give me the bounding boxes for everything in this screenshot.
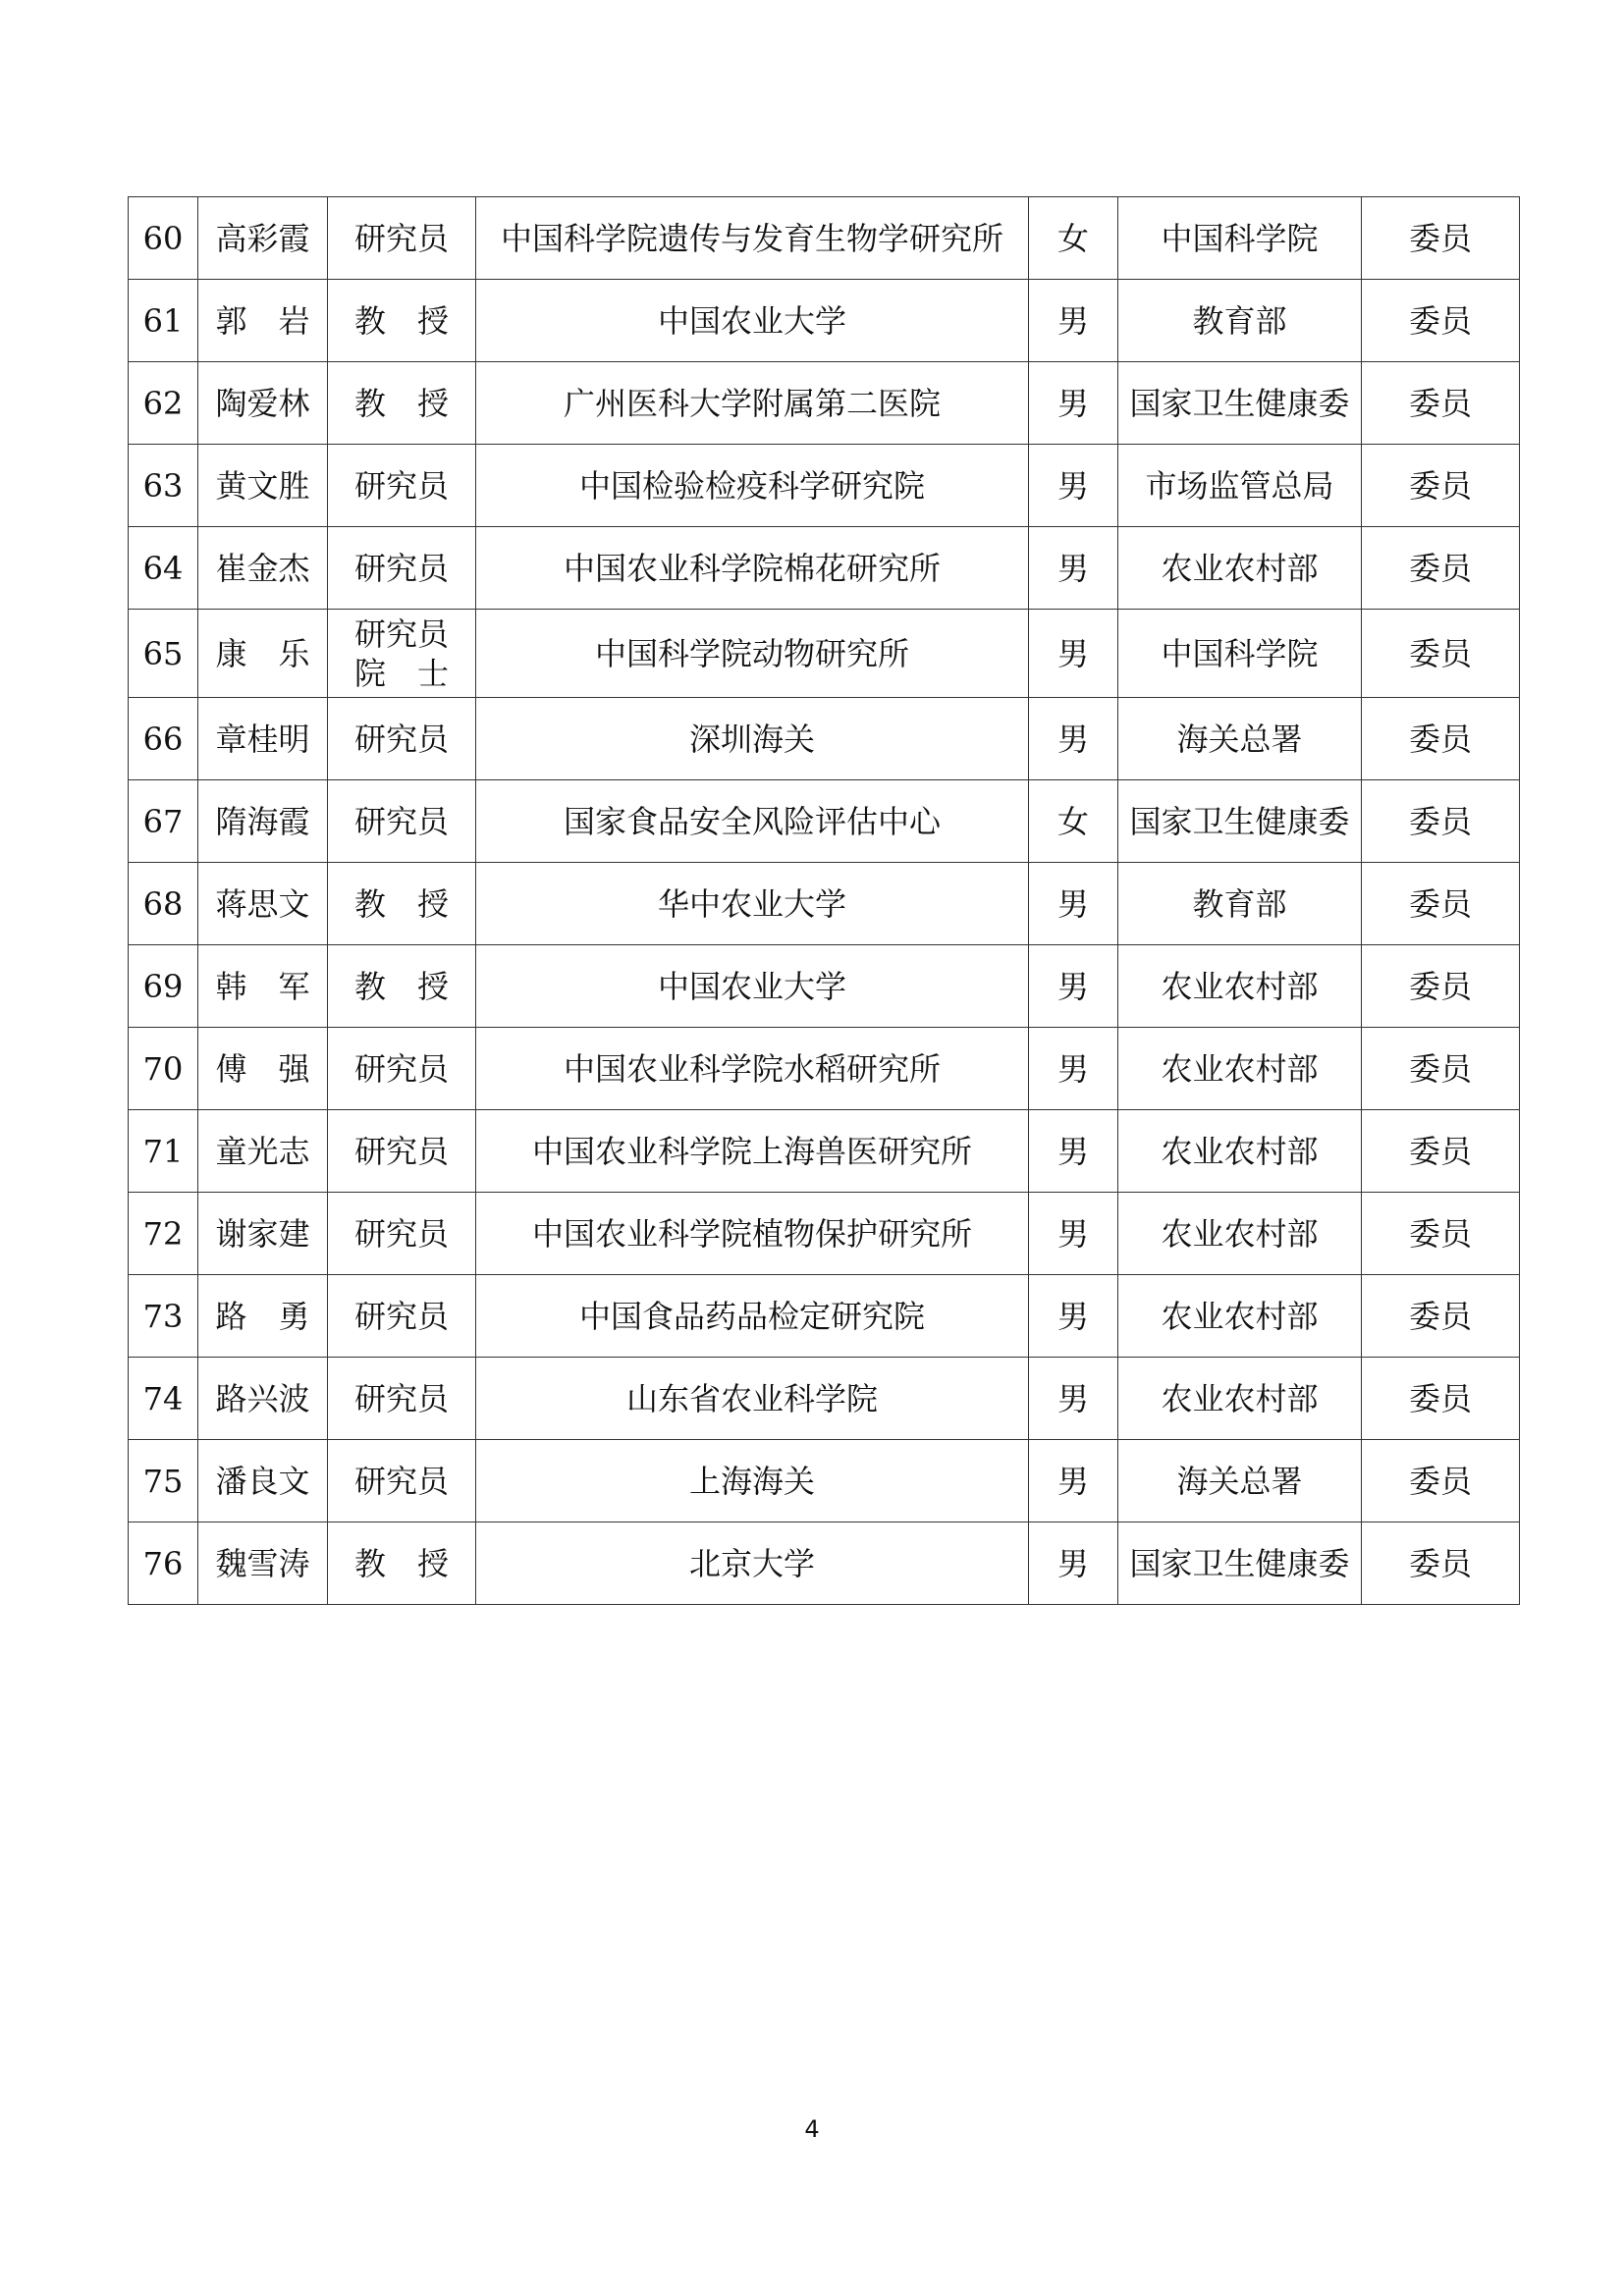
member-name: 谢家建 bbox=[198, 1193, 328, 1275]
row-number: 63 bbox=[129, 445, 198, 527]
member-role: 委员 bbox=[1362, 1522, 1520, 1605]
member-name: 路兴波 bbox=[198, 1358, 328, 1440]
member-title-line: 研究员 bbox=[353, 614, 449, 653]
member-unit: 中国农业大学 bbox=[476, 280, 1029, 362]
row-number: 66 bbox=[129, 698, 198, 780]
member-unit: 中国检验检疫科学研究院 bbox=[476, 445, 1029, 527]
table-row bbox=[129, 610, 1520, 698]
row-number: 73 bbox=[129, 1275, 198, 1358]
member-unit: 华中农业大学 bbox=[476, 863, 1029, 945]
member-unit: 中国科学院遗传与发育生物学研究所 bbox=[476, 197, 1029, 280]
member-title-line: 研究员 bbox=[353, 549, 449, 587]
member-title bbox=[328, 1358, 476, 1440]
table-row bbox=[129, 1193, 1520, 1275]
member-title bbox=[328, 1193, 476, 1275]
table-row bbox=[129, 280, 1520, 362]
table-row bbox=[129, 1440, 1520, 1522]
member-title-line: 教 授 bbox=[353, 967, 449, 1005]
member-unit: 深圳海关 bbox=[476, 698, 1029, 780]
member-title bbox=[328, 362, 476, 445]
member-role: 委员 bbox=[1362, 698, 1520, 780]
member-title-line: 教 授 bbox=[353, 384, 449, 422]
member-title-line: 研究员 bbox=[353, 1214, 449, 1253]
row-number: 67 bbox=[129, 780, 198, 863]
row-number: 72 bbox=[129, 1193, 198, 1275]
member-title bbox=[328, 445, 476, 527]
member-unit: 中国食品药品检定研究院 bbox=[476, 1275, 1029, 1358]
member-title bbox=[328, 1440, 476, 1522]
table-row bbox=[129, 780, 1520, 863]
member-title bbox=[328, 1522, 476, 1605]
member-department: 农业农村部 bbox=[1118, 1193, 1362, 1275]
member-gender: 男 bbox=[1029, 610, 1118, 698]
member-title bbox=[328, 780, 476, 863]
member-title-line: 教 授 bbox=[353, 884, 449, 923]
table-row bbox=[129, 197, 1520, 280]
member-role: 委员 bbox=[1362, 610, 1520, 698]
member-unit: 山东省农业科学院 bbox=[476, 1358, 1029, 1440]
member-gender: 男 bbox=[1029, 945, 1118, 1028]
member-gender: 男 bbox=[1029, 863, 1118, 945]
member-role: 委员 bbox=[1362, 945, 1520, 1028]
member-role: 委员 bbox=[1362, 527, 1520, 610]
row-number: 71 bbox=[129, 1110, 198, 1193]
table-row bbox=[129, 945, 1520, 1028]
member-gender: 男 bbox=[1029, 698, 1118, 780]
committee-member-table bbox=[128, 196, 1520, 1605]
member-unit: 上海海关 bbox=[476, 1440, 1029, 1522]
member-department: 国家卫生健康委 bbox=[1118, 362, 1362, 445]
member-name: 路 勇 bbox=[198, 1275, 328, 1358]
row-number: 64 bbox=[129, 527, 198, 610]
member-gender: 男 bbox=[1029, 1110, 1118, 1193]
member-title bbox=[328, 698, 476, 780]
member-unit: 北京大学 bbox=[476, 1522, 1029, 1605]
member-title bbox=[328, 1275, 476, 1358]
member-role: 委员 bbox=[1362, 1193, 1520, 1275]
member-department: 市场监管总局 bbox=[1118, 445, 1362, 527]
member-department: 教育部 bbox=[1118, 280, 1362, 362]
member-gender: 女 bbox=[1029, 780, 1118, 863]
member-role: 委员 bbox=[1362, 1358, 1520, 1440]
member-unit: 中国农业科学院水稻研究所 bbox=[476, 1028, 1029, 1110]
member-title bbox=[328, 1110, 476, 1193]
member-title-line: 院 士 bbox=[353, 654, 449, 692]
member-gender: 男 bbox=[1029, 445, 1118, 527]
member-unit: 中国农业科学院植物保护研究所 bbox=[476, 1193, 1029, 1275]
member-name: 潘良文 bbox=[198, 1440, 328, 1522]
member-name: 康 乐 bbox=[198, 610, 328, 698]
member-name: 高彩霞 bbox=[198, 197, 328, 280]
member-title-line: 教 授 bbox=[353, 301, 449, 340]
member-title bbox=[328, 945, 476, 1028]
member-title bbox=[328, 197, 476, 280]
member-title-line: 研究员 bbox=[353, 1379, 449, 1417]
member-role: 委员 bbox=[1362, 445, 1520, 527]
member-role: 委员 bbox=[1362, 1275, 1520, 1358]
row-number: 70 bbox=[129, 1028, 198, 1110]
member-department: 海关总署 bbox=[1118, 698, 1362, 780]
member-department: 农业农村部 bbox=[1118, 945, 1362, 1028]
member-unit: 中国农业大学 bbox=[476, 945, 1029, 1028]
row-number: 65 bbox=[129, 610, 198, 698]
member-gender: 男 bbox=[1029, 1440, 1118, 1522]
member-name: 章桂明 bbox=[198, 698, 328, 780]
table-body bbox=[129, 197, 1520, 1605]
member-department: 农业农村部 bbox=[1118, 1358, 1362, 1440]
member-unit: 广州医科大学附属第二医院 bbox=[476, 362, 1029, 445]
table-row bbox=[129, 1358, 1520, 1440]
member-role: 委员 bbox=[1362, 362, 1520, 445]
member-title-line: 研究员 bbox=[353, 802, 449, 840]
member-role: 委员 bbox=[1362, 863, 1520, 945]
row-number: 60 bbox=[129, 197, 198, 280]
row-number: 74 bbox=[129, 1358, 198, 1440]
member-department: 国家卫生健康委 bbox=[1118, 780, 1362, 863]
member-title bbox=[328, 1028, 476, 1110]
member-title-line: 研究员 bbox=[353, 1132, 449, 1170]
row-number: 68 bbox=[129, 863, 198, 945]
member-title-line: 教 授 bbox=[353, 1544, 449, 1582]
member-gender: 女 bbox=[1029, 197, 1118, 280]
member-role: 委员 bbox=[1362, 197, 1520, 280]
member-department: 农业农村部 bbox=[1118, 527, 1362, 610]
member-title-line: 研究员 bbox=[353, 1049, 449, 1088]
member-name: 郭 岩 bbox=[198, 280, 328, 362]
table-row bbox=[129, 1275, 1520, 1358]
member-name: 陶爱林 bbox=[198, 362, 328, 445]
member-department: 中国科学院 bbox=[1118, 197, 1362, 280]
member-title-line: 研究员 bbox=[353, 1462, 449, 1500]
member-department: 教育部 bbox=[1118, 863, 1362, 945]
member-name: 蒋思文 bbox=[198, 863, 328, 945]
page-number: 4 bbox=[804, 2115, 820, 2143]
row-number: 61 bbox=[129, 280, 198, 362]
member-gender: 男 bbox=[1029, 1028, 1118, 1110]
member-role: 委员 bbox=[1362, 1028, 1520, 1110]
member-gender: 男 bbox=[1029, 1275, 1118, 1358]
table-row bbox=[129, 698, 1520, 780]
member-role: 委员 bbox=[1362, 1440, 1520, 1522]
table-row bbox=[129, 1028, 1520, 1110]
row-number: 69 bbox=[129, 945, 198, 1028]
member-title bbox=[328, 527, 476, 610]
table-row bbox=[129, 445, 1520, 527]
member-department: 农业农村部 bbox=[1118, 1028, 1362, 1110]
member-unit: 国家食品安全风险评估中心 bbox=[476, 780, 1029, 863]
table-row bbox=[129, 362, 1520, 445]
table-row bbox=[129, 527, 1520, 610]
table-row bbox=[129, 1522, 1520, 1605]
member-name: 童光志 bbox=[198, 1110, 328, 1193]
member-gender: 男 bbox=[1029, 527, 1118, 610]
member-gender: 男 bbox=[1029, 1522, 1118, 1605]
member-unit: 中国科学院动物研究所 bbox=[476, 610, 1029, 698]
member-gender: 男 bbox=[1029, 280, 1118, 362]
member-title bbox=[328, 863, 476, 945]
member-gender: 男 bbox=[1029, 1358, 1118, 1440]
member-gender: 男 bbox=[1029, 1193, 1118, 1275]
member-name: 傅 强 bbox=[198, 1028, 328, 1110]
member-title-line: 研究员 bbox=[353, 720, 449, 758]
member-role: 委员 bbox=[1362, 1110, 1520, 1193]
member-name: 崔金杰 bbox=[198, 527, 328, 610]
member-department: 国家卫生健康委 bbox=[1118, 1522, 1362, 1605]
member-name: 隋海霞 bbox=[198, 780, 328, 863]
table-row bbox=[129, 1110, 1520, 1193]
member-unit: 中国农业科学院棉花研究所 bbox=[476, 527, 1029, 610]
table-row bbox=[129, 863, 1520, 945]
member-department: 农业农村部 bbox=[1118, 1275, 1362, 1358]
member-title bbox=[328, 610, 476, 698]
row-number: 62 bbox=[129, 362, 198, 445]
row-number: 76 bbox=[129, 1522, 198, 1605]
member-name: 魏雪涛 bbox=[198, 1522, 328, 1605]
member-unit: 中国农业科学院上海兽医研究所 bbox=[476, 1110, 1029, 1193]
member-name: 黄文胜 bbox=[198, 445, 328, 527]
member-gender: 男 bbox=[1029, 362, 1118, 445]
member-department: 中国科学院 bbox=[1118, 610, 1362, 698]
member-department: 海关总署 bbox=[1118, 1440, 1362, 1522]
member-name: 韩 军 bbox=[198, 945, 328, 1028]
member-title-line: 研究员 bbox=[353, 219, 449, 257]
member-title-line: 研究员 bbox=[353, 1297, 449, 1335]
member-title bbox=[328, 280, 476, 362]
member-department: 农业农村部 bbox=[1118, 1110, 1362, 1193]
row-number: 75 bbox=[129, 1440, 198, 1522]
member-role: 委员 bbox=[1362, 280, 1520, 362]
member-title-line: 研究员 bbox=[353, 466, 449, 505]
member-role: 委员 bbox=[1362, 780, 1520, 863]
